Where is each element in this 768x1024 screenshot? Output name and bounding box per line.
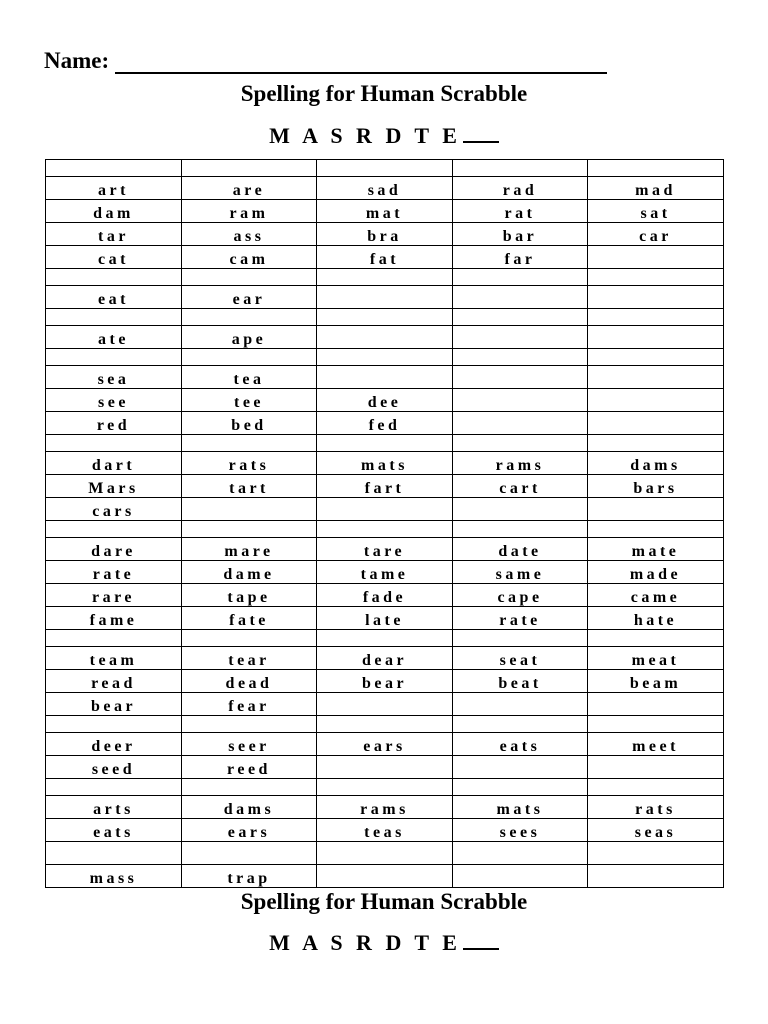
word-cell: tart	[182, 475, 317, 498]
word-cell: dam	[46, 200, 182, 223]
word-cell: cart	[453, 475, 588, 498]
word-cell: mare	[182, 538, 317, 561]
word-cell: made	[588, 561, 724, 584]
word-cell: hate	[588, 607, 724, 630]
grid-row	[46, 733, 724, 756]
word-cell: rare	[46, 584, 182, 607]
word-cell: rats	[588, 796, 724, 819]
word-cell	[317, 842, 453, 865]
word-cell	[588, 389, 724, 412]
word-cell: dams	[182, 796, 317, 819]
grid-row	[46, 160, 724, 177]
word-cell	[317, 269, 453, 286]
word-cell	[453, 756, 588, 779]
word-cell	[182, 498, 317, 521]
grid-row	[46, 269, 724, 286]
word-cell: eat	[46, 286, 182, 309]
word-cell: seat	[453, 647, 588, 670]
grid-row	[46, 630, 724, 647]
word-cell: car	[588, 223, 724, 246]
word-cell	[46, 716, 182, 733]
word-cell: ears	[317, 733, 453, 756]
word-cell	[453, 521, 588, 538]
letter-set	[0, 121, 768, 150]
grid-row	[46, 756, 724, 779]
grid-row	[46, 200, 724, 223]
word-cell	[588, 435, 724, 452]
word-cell: fate	[182, 607, 317, 630]
word-cell	[453, 498, 588, 521]
grid-row	[46, 796, 724, 819]
word-cell	[317, 366, 453, 389]
word-cell: see	[46, 389, 182, 412]
word-cell	[453, 865, 588, 888]
word-cell	[317, 756, 453, 779]
word-cell	[588, 412, 724, 435]
word-cell: tear	[182, 647, 317, 670]
grid-row	[46, 842, 724, 865]
word-cell	[317, 349, 453, 366]
word-cell: eats	[46, 819, 182, 842]
word-cell	[588, 246, 724, 269]
word-cell: ass	[182, 223, 317, 246]
word-cell	[453, 366, 588, 389]
word-cell	[453, 779, 588, 796]
grid-row	[46, 475, 724, 498]
word-cell	[182, 521, 317, 538]
name-field-row	[44, 44, 607, 74]
word-cell	[46, 435, 182, 452]
word-cell	[182, 435, 317, 452]
word-cell	[588, 269, 724, 286]
grid-row	[46, 309, 724, 326]
footer-letter-blank-line	[463, 928, 499, 950]
word-cell: tare	[317, 538, 453, 561]
word-cell	[46, 521, 182, 538]
word-cell: mass	[46, 865, 182, 888]
grid-row	[46, 349, 724, 366]
word-cell	[588, 349, 724, 366]
word-cell: seer	[182, 733, 317, 756]
word-cell: ape	[182, 326, 317, 349]
word-cell	[453, 349, 588, 366]
word-cell: art	[46, 177, 182, 200]
word-cell: mat	[317, 200, 453, 223]
word-cell	[317, 716, 453, 733]
word-cell	[182, 349, 317, 366]
word-cell: dare	[46, 538, 182, 561]
word-cell	[453, 435, 588, 452]
word-cell	[46, 269, 182, 286]
word-cell: cars	[46, 498, 182, 521]
name-label: Name:	[44, 48, 110, 73]
grid-row	[46, 693, 724, 716]
word-cell: tape	[182, 584, 317, 607]
word-cell: tee	[182, 389, 317, 412]
word-cell	[453, 412, 588, 435]
word-cell	[46, 630, 182, 647]
word-cell	[588, 521, 724, 538]
word-cell	[588, 498, 724, 521]
word-cell: team	[46, 647, 182, 670]
word-cell: cam	[182, 246, 317, 269]
word-cell	[453, 389, 588, 412]
word-cell: bars	[588, 475, 724, 498]
word-cell: fade	[317, 584, 453, 607]
word-cell	[317, 326, 453, 349]
word-cell	[588, 326, 724, 349]
word-cell: ate	[46, 326, 182, 349]
word-cell: came	[588, 584, 724, 607]
grid-row	[46, 607, 724, 630]
word-cell: sea	[46, 366, 182, 389]
word-cell: trap	[182, 865, 317, 888]
word-cell	[453, 269, 588, 286]
grid-row	[46, 521, 724, 538]
word-cell: bear	[317, 670, 453, 693]
grid-row	[46, 779, 724, 796]
grid-row	[46, 819, 724, 842]
word-cell	[46, 309, 182, 326]
word-cell: cat	[46, 246, 182, 269]
word-cell	[453, 286, 588, 309]
word-cell	[46, 349, 182, 366]
word-cell	[317, 435, 453, 452]
word-cell: sees	[453, 819, 588, 842]
word-cell	[46, 160, 182, 177]
word-cell: beam	[588, 670, 724, 693]
word-cell: dead	[182, 670, 317, 693]
word-cell: ears	[182, 819, 317, 842]
word-cell	[46, 842, 182, 865]
word-cell	[317, 286, 453, 309]
word-cell: Mars	[46, 475, 182, 498]
footer-title: Spelling for Human Scrabble	[240, 889, 528, 914]
word-cell: rats	[182, 452, 317, 475]
word-cell: seas	[588, 819, 724, 842]
footer-letter-set-text: M A S R D T E	[269, 930, 461, 955]
word-cell: beat	[453, 670, 588, 693]
word-cell: bear	[46, 693, 182, 716]
grid-row	[46, 412, 724, 435]
word-cell: mate	[588, 538, 724, 561]
grid-row	[46, 389, 724, 412]
word-cell: ear	[182, 286, 317, 309]
word-cell	[453, 309, 588, 326]
word-cell: fed	[317, 412, 453, 435]
word-cell	[317, 630, 453, 647]
word-cell	[317, 160, 453, 177]
word-cell	[317, 521, 453, 538]
word-cell	[46, 779, 182, 796]
word-cell	[182, 842, 317, 865]
grid-row	[46, 561, 724, 584]
word-cell: bra	[317, 223, 453, 246]
grid-row	[46, 452, 724, 475]
grid-row	[46, 286, 724, 309]
word-cell: bar	[453, 223, 588, 246]
word-cell: seed	[46, 756, 182, 779]
word-cell	[453, 326, 588, 349]
word-cell	[317, 779, 453, 796]
word-cell	[317, 693, 453, 716]
word-cell: meet	[588, 733, 724, 756]
word-cell: dams	[588, 452, 724, 475]
word-cell: same	[453, 561, 588, 584]
grid-row	[46, 435, 724, 452]
word-cell	[588, 366, 724, 389]
word-cell	[588, 693, 724, 716]
word-grid	[45, 159, 724, 888]
word-cell: sad	[317, 177, 453, 200]
word-cell	[588, 160, 724, 177]
word-cell	[588, 630, 724, 647]
word-cell	[588, 865, 724, 888]
word-cell: ram	[182, 200, 317, 223]
word-cell: mats	[453, 796, 588, 819]
word-cell: tea	[182, 366, 317, 389]
grid-row	[46, 647, 724, 670]
word-cell	[588, 309, 724, 326]
word-cell: fat	[317, 246, 453, 269]
word-cell	[588, 779, 724, 796]
word-cell: rams	[317, 796, 453, 819]
word-cell: date	[453, 538, 588, 561]
word-cell: far	[453, 246, 588, 269]
word-cell: sat	[588, 200, 724, 223]
word-cell: deer	[46, 733, 182, 756]
grid-row	[46, 538, 724, 561]
grid-row	[46, 716, 724, 733]
grid-row	[46, 670, 724, 693]
word-cell	[453, 160, 588, 177]
word-cell	[317, 865, 453, 888]
word-cell: teas	[317, 819, 453, 842]
word-cell: fame	[46, 607, 182, 630]
worksheet-title: Spelling for Human Scrabble	[240, 81, 528, 106]
word-cell: dame	[182, 561, 317, 584]
word-cell: are	[182, 177, 317, 200]
word-cell	[588, 716, 724, 733]
word-cell	[182, 309, 317, 326]
footer-letter-set	[0, 928, 768, 957]
word-cell: fear	[182, 693, 317, 716]
word-cell: arts	[46, 796, 182, 819]
word-cell	[453, 693, 588, 716]
word-cell: cape	[453, 584, 588, 607]
word-cell	[182, 269, 317, 286]
word-cell	[317, 309, 453, 326]
letter-blank-line	[463, 121, 499, 143]
word-cell	[453, 716, 588, 733]
word-cell: rad	[453, 177, 588, 200]
word-cell: late	[317, 607, 453, 630]
word-cell: rate	[46, 561, 182, 584]
word-cell: rat	[453, 200, 588, 223]
word-cell	[453, 630, 588, 647]
grid-row	[46, 223, 724, 246]
word-cell: dear	[317, 647, 453, 670]
word-cell: mats	[317, 452, 453, 475]
word-cell: fart	[317, 475, 453, 498]
word-cell	[182, 716, 317, 733]
word-cell: meat	[588, 647, 724, 670]
name-write-line[interactable]	[115, 44, 607, 74]
grid-row	[46, 326, 724, 349]
word-cell	[453, 842, 588, 865]
grid-row	[46, 366, 724, 389]
grid-row	[46, 865, 724, 888]
word-cell	[317, 498, 453, 521]
word-cell: tame	[317, 561, 453, 584]
word-cell: bed	[182, 412, 317, 435]
word-cell	[588, 842, 724, 865]
word-cell	[182, 160, 317, 177]
word-cell: read	[46, 670, 182, 693]
word-cell	[588, 286, 724, 309]
grid-row	[46, 498, 724, 521]
word-cell	[588, 756, 724, 779]
word-cell: mad	[588, 177, 724, 200]
letter-set-text: M A S R D T E	[269, 123, 461, 148]
grid-row	[46, 246, 724, 269]
word-cell: rams	[453, 452, 588, 475]
word-cell	[182, 779, 317, 796]
word-cell: red	[46, 412, 182, 435]
grid-row	[46, 584, 724, 607]
word-cell	[182, 630, 317, 647]
word-cell: rate	[453, 607, 588, 630]
word-cell: dee	[317, 389, 453, 412]
word-cell: reed	[182, 756, 317, 779]
word-cell: tar	[46, 223, 182, 246]
word-cell: eats	[453, 733, 588, 756]
grid-row	[46, 177, 724, 200]
word-cell: dart	[46, 452, 182, 475]
